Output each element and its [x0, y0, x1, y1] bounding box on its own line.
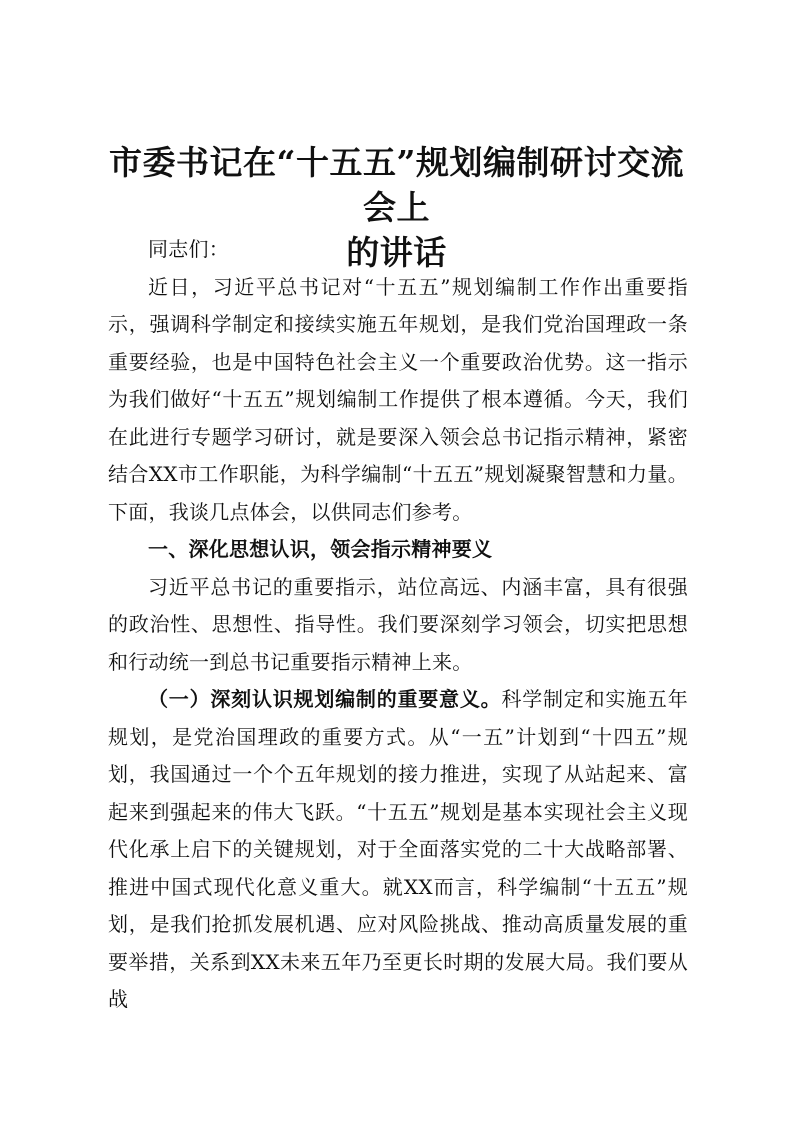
title-line-2: 的讲话	[346, 233, 447, 272]
salutation: 同志们：	[148, 237, 229, 261]
subsection-heading-1: （一）深刻认识规划编制的重要意义。	[148, 687, 502, 711]
subsection-1-text: 科学制定和实施五年规划，是党治国理政的重要方式。从“一五”计划到“十四五”规划，我国通过一个个五年规划的接力推进，实现了从站起来、富起来到强起来的伟大飞跃。“十五五”规划是基本实现社会主义现代化承上启下的关键规划，对于全面落实党的二十大战略部署、推进中国式现代化意义重大。就XX而言，科学编制“十五五”规划，是我们抢抓发展机遇、应对风险挑战、推动高质量发展的重要举措，关系到XX未来五年乃至更长时期的发展大局。我们要从战	[108, 687, 689, 1011]
paragraph-intro: 近日，习近平总书记对“十五五”规划编制工作作出重要指示，强调科学制定和接续实施五年规划，是我们党治国理政一条重要经验，也是中国特色社会主义一个重要政治优势。这一指示为我们做好“十五五”规划编制工作提供了根本遵循。今天，我们在此进行专题学习研讨，就是要深入领会总书记指示精神，紧密结合XX市工作职能，为科学编制“十五五”规划凝聚智慧和力量。下面，我谈几点体会，以供同志们参考。	[108, 274, 688, 524]
paragraph-section-1: 习近平总书记的重要指示，站位高远、内涵丰富，具有很强的政治性、思想性、指导性。我们要深刻学习领会，切实把思想和行动统一到总书记重要指示精神上来。	[108, 574, 688, 674]
title-line-1: 市委书记在“十五五”规划编制研讨交流会上	[109, 143, 684, 227]
document-body	[108, 231, 688, 1019]
section-heading-1: 一、深化思想认识，领会指示精神要义	[148, 537, 493, 561]
paragraph-subsection-1	[108, 681, 688, 1019]
